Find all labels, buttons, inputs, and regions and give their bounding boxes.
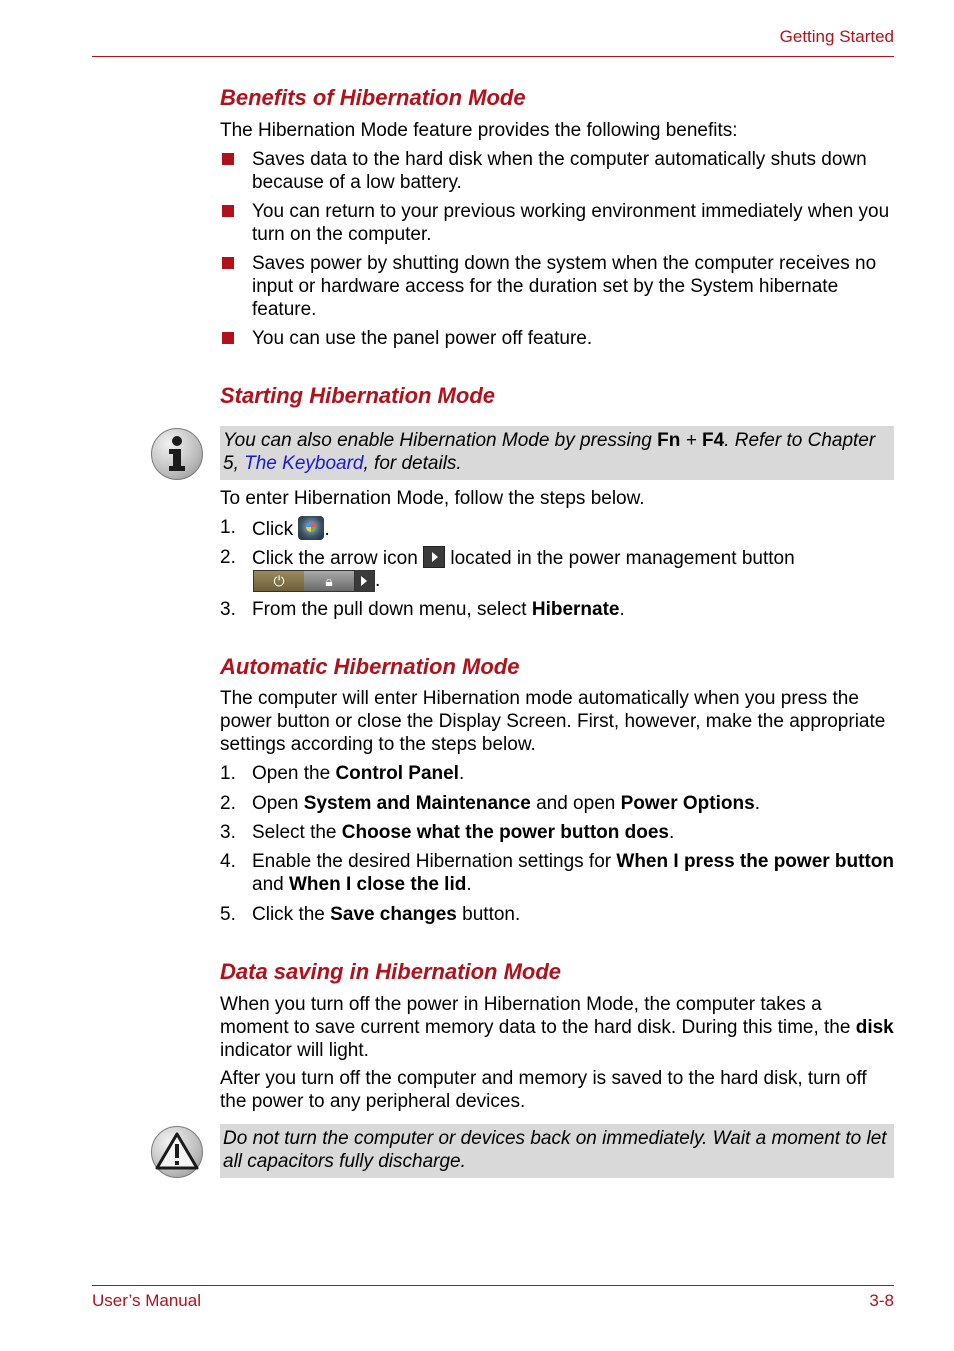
- step-text-bold: Choose what the power button does: [341, 822, 670, 843]
- datasaving-paragraph: [220, 993, 894, 1062]
- step-text: .: [466, 874, 472, 895]
- arrow-icon: [355, 571, 374, 591]
- header-rule: [92, 56, 894, 57]
- caution-icon: [151, 1126, 203, 1178]
- step-number: 2.: [220, 547, 236, 568]
- step-text: Open: [252, 793, 304, 814]
- step-number: 4.: [220, 851, 236, 872]
- windows-start-icon: [298, 516, 324, 540]
- step-text: .: [375, 570, 381, 591]
- arrow-icon: [423, 546, 445, 568]
- running-header: Getting Started: [779, 27, 894, 46]
- step-number: 2.: [220, 793, 236, 814]
- note-text: You can also enable Hibernation Mode by pressing: [223, 430, 658, 451]
- step-text: located in the power management button: [445, 548, 795, 569]
- step-number: 1.: [220, 763, 236, 784]
- step-text-bold: System and Maintenance: [303, 793, 531, 814]
- step-text: .: [324, 519, 330, 540]
- list-item-text: You can return to your previous working environment immediately when you turn on the computer.: [252, 201, 890, 245]
- paragraph-text: indicator will light.: [220, 1040, 369, 1061]
- bullet-square-icon: [222, 257, 234, 269]
- bullet-square-icon: [222, 332, 234, 344]
- step-text: Select the: [252, 822, 342, 843]
- step-text: .: [619, 599, 625, 620]
- page-number: 3-8: [869, 1291, 894, 1310]
- keyboard-chapter-link[interactable]: The Keyboard: [244, 453, 364, 474]
- step-number: 5.: [220, 904, 236, 925]
- datasaving-paragraph: After you turn off the computer and memory is saved to the hard disk, turn off the power to any peripheral devices.: [220, 1068, 867, 1112]
- paragraph-text-bold: disk: [855, 1017, 894, 1038]
- step-text: From the pull down menu, select: [252, 599, 532, 620]
- bullet-square-icon: [222, 205, 234, 217]
- power-icon: ⏻: [273, 573, 285, 589]
- bullet-square-icon: [222, 153, 234, 165]
- footer-rule: [92, 1285, 894, 1286]
- info-icon: [151, 428, 203, 480]
- step-text: Open the: [252, 763, 336, 784]
- automatic-intro: The computer will enter Hibernation mode automatically when you press the power button or close the Display Screen. First, however, make the appropriate settings according to the steps below.: [220, 688, 886, 755]
- step-number: 1.: [220, 517, 236, 538]
- step-text: Enable the desired Hibernation settings for: [252, 851, 617, 872]
- starting-heading: Starting Hibernation Mode: [220, 383, 495, 408]
- step-text-bold: Save changes: [330, 904, 457, 925]
- step-text: and open: [530, 793, 621, 814]
- key-f4: F4: [702, 430, 725, 451]
- automatic-heading: Automatic Hibernation Mode: [220, 654, 520, 679]
- caution-box: Do not turn the computer or devices back on immediately. Wait a moment to let all capacitors fully discharge.: [220, 1124, 894, 1178]
- note-text: +: [680, 430, 702, 451]
- starting-intro: To enter Hibernation Mode, follow the steps below.: [220, 488, 645, 509]
- benefits-heading: Benefits of Hibernation Mode: [220, 85, 526, 110]
- step-text: .: [458, 763, 465, 784]
- step-text-bold: When I close the lid: [288, 874, 467, 895]
- footer-manual-title: User’s Manual: [92, 1291, 201, 1310]
- step-text: .: [669, 822, 675, 843]
- list-item-text: Saves data to the hard disk when the computer automatically shuts down because of a low battery.: [252, 149, 867, 193]
- step-text-bold: Control Panel: [335, 763, 459, 784]
- power-button-icon: [253, 570, 375, 592]
- step-text: button.: [456, 904, 521, 925]
- step-text-bold: Hibernate: [531, 599, 620, 620]
- step-text-bold: Power Options: [620, 793, 755, 814]
- note-text: , for details.: [363, 453, 462, 474]
- step-text: .: [754, 793, 760, 814]
- key-fn: Fn: [657, 430, 681, 451]
- step-text: and: [252, 874, 289, 895]
- step-number: 3.: [220, 599, 236, 620]
- step-text: Click the: [252, 904, 331, 925]
- note-box: [220, 426, 894, 480]
- benefits-intro: The Hibernation Mode feature provides the following benefits:: [220, 120, 738, 141]
- list-item-text: You can use the panel power off feature.: [252, 328, 593, 349]
- step-text: Click: [252, 519, 299, 540]
- paragraph-text: When you turn off the power in Hibernation Mode, the computer takes a moment to save current memory data to the hard disk. During this time, the: [220, 994, 856, 1038]
- note-text: . Refer to Chapter 5,: [223, 430, 876, 474]
- step-number: 3.: [220, 822, 236, 843]
- lock-icon: 🔒︎: [325, 573, 333, 589]
- list-item-text: Saves power by shutting down the system when the computer receives no input or hardware access for the duration set by the System hibernate feature.: [252, 253, 877, 320]
- step-text: Click the arrow icon: [252, 548, 424, 569]
- datasaving-heading: Data saving in Hibernation Mode: [220, 959, 562, 984]
- step-text-bold: When I press the power button: [616, 851, 895, 872]
